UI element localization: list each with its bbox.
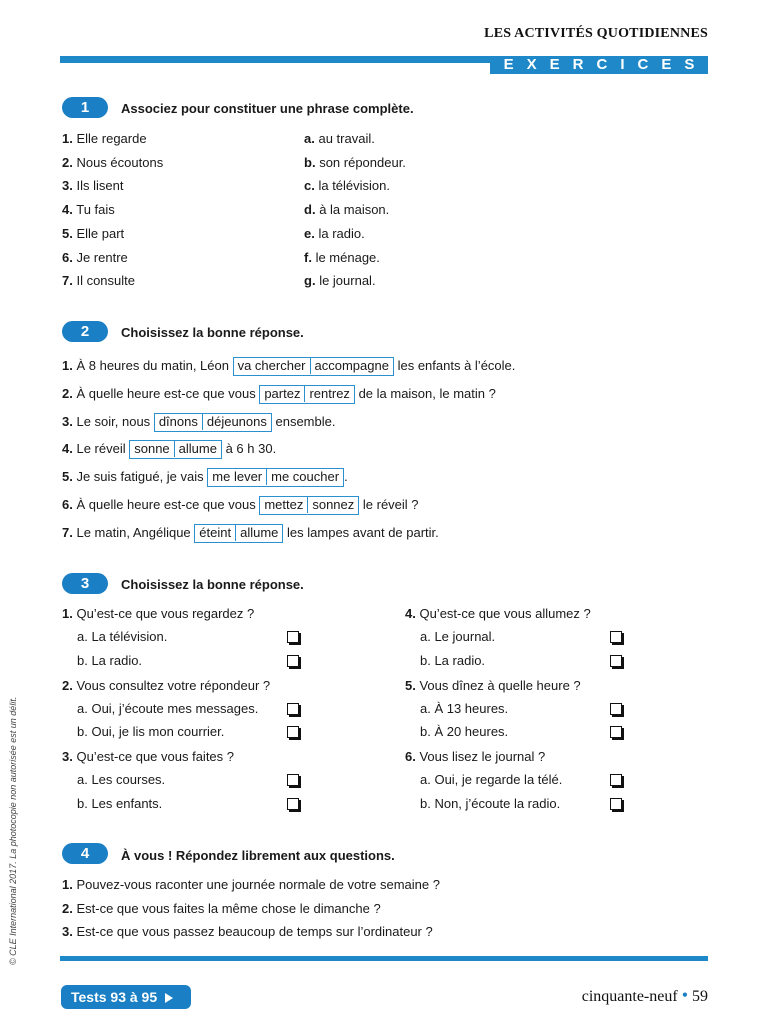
question xyxy=(405,747,545,767)
item-number: 5. xyxy=(62,469,73,485)
checkbox[interactable] xyxy=(610,703,622,715)
item-text: Je rentre xyxy=(76,249,128,265)
choice-sentence xyxy=(62,356,515,376)
match-right-item xyxy=(304,271,376,291)
match-left-item xyxy=(62,176,123,196)
question-text: Vous dînez à quelle heure ? xyxy=(419,677,581,693)
match-right-item xyxy=(304,153,406,173)
answer-option-a: a. Le journal. xyxy=(420,629,496,644)
sentence-start: Je suis fatigué, je vais xyxy=(76,469,204,485)
option-1[interactable]: va chercher xyxy=(237,358,306,374)
match-left-item xyxy=(62,153,163,173)
checkbox[interactable] xyxy=(610,726,622,738)
option-2[interactable]: sonnez xyxy=(307,497,358,513)
checkbox[interactable] xyxy=(610,774,622,786)
question xyxy=(405,604,591,624)
item-number: 1. xyxy=(62,358,73,373)
option-box xyxy=(259,496,359,515)
checkbox[interactable] xyxy=(610,798,622,810)
checkbox[interactable] xyxy=(287,798,299,810)
sentence-start: À quelle heure est-ce que vous xyxy=(76,385,256,401)
checkbox[interactable] xyxy=(287,655,299,667)
checkbox[interactable] xyxy=(287,631,299,643)
item-letter: a. xyxy=(304,131,315,146)
choice-sentence xyxy=(62,523,439,543)
option-box xyxy=(259,385,355,404)
answer-option-b: b. À 20 heures. xyxy=(420,724,509,739)
match-right-item xyxy=(304,200,389,220)
match-left-item xyxy=(62,271,135,291)
item-letter: d. xyxy=(304,202,316,218)
item-text: le journal. xyxy=(319,273,376,289)
option-2[interactable]: déjeunons xyxy=(202,414,271,430)
question xyxy=(62,604,254,624)
answer-option-b: b. Les enfants. xyxy=(77,795,163,811)
item-number: 7. xyxy=(62,273,73,289)
item-letter: g. xyxy=(304,273,316,289)
page-number: 59 xyxy=(692,988,708,1005)
question-text: Qu’est-ce que vous faites ? xyxy=(76,749,234,764)
item-number: 6. xyxy=(62,497,73,512)
question xyxy=(62,676,270,696)
answer-option-b: b. La radio. xyxy=(77,652,143,668)
match-left-item xyxy=(62,224,124,244)
checkbox[interactable] xyxy=(610,631,622,643)
option-2[interactable]: me coucher xyxy=(266,469,343,485)
question-text: Qu’est-ce que vous allumez ? xyxy=(419,606,591,621)
question-number: 2. xyxy=(62,677,73,693)
item-number: 2. xyxy=(62,900,73,916)
sentence-end: les lampes avant de partir. xyxy=(287,524,439,540)
tests-link-button[interactable] xyxy=(61,985,191,1009)
item-text: Elle regarde xyxy=(76,131,147,146)
answer-option-a: a. Les courses. xyxy=(77,772,166,787)
item-text: au travail. xyxy=(318,131,375,146)
exercise-1-badge: 1 xyxy=(62,97,108,118)
exercise-3-badge: 3 xyxy=(62,573,108,594)
item-text: à la maison. xyxy=(319,202,390,218)
exercise-2-instruction: Choisissez la bonne réponse. xyxy=(121,325,304,340)
option-1[interactable]: me lever xyxy=(212,469,263,485)
question-text: Vous lisez le journal ? xyxy=(419,749,546,764)
answer-option-b: b. La radio. xyxy=(420,652,486,668)
option-1[interactable]: éteint xyxy=(199,524,232,540)
sentence-end: de la maison, le matin ? xyxy=(358,385,496,401)
checkbox[interactable] xyxy=(287,703,299,715)
item-text: Est-ce que vous passez beaucoup de temps sur l’ordinateur ? xyxy=(76,924,433,939)
choice-sentence xyxy=(62,439,276,459)
copyright-note: © CLE International 2017. La photocopie non autorisée est un délit. xyxy=(8,696,18,965)
item-number: 1. xyxy=(62,877,73,892)
item-number: 2. xyxy=(62,154,73,170)
option-box xyxy=(194,524,283,543)
tests-link-label: Tests 93 à 95 xyxy=(71,989,158,1005)
item-text: Ils lisent xyxy=(76,178,124,194)
match-left-item xyxy=(62,200,115,220)
footer-dot: • xyxy=(681,985,688,1005)
item-number: 7. xyxy=(62,524,73,540)
option-2[interactable]: rentrez xyxy=(304,386,353,402)
answer-option-a: a. À 13 heures. xyxy=(420,700,509,716)
item-text: Elle part xyxy=(76,225,125,241)
footer-rule xyxy=(60,956,708,961)
open-question xyxy=(62,899,381,919)
item-number: 3. xyxy=(62,924,73,939)
option-box xyxy=(154,413,272,432)
question xyxy=(405,676,581,696)
item-number: 4. xyxy=(62,441,73,457)
item-text: son répondeur. xyxy=(319,154,406,170)
choice-sentence xyxy=(62,467,348,487)
exercices-label: EXERCICES xyxy=(503,56,708,73)
item-text: Pouvez-vous raconter une journée normale de votre semaine ? xyxy=(76,877,440,892)
sentence-end: le réveil ? xyxy=(362,497,419,512)
answer-option-b: b. Oui, je lis mon courrier. xyxy=(77,724,225,739)
option-1[interactable]: mettez xyxy=(264,497,304,513)
item-letter: b. xyxy=(304,154,316,170)
match-right-item xyxy=(304,129,375,149)
item-text: la radio. xyxy=(318,225,365,241)
question-number: 1. xyxy=(62,606,73,621)
header-rule xyxy=(60,56,490,63)
running-head: LES ACTIVITÉS QUOTIDIENNES xyxy=(484,26,708,41)
item-number: 5. xyxy=(62,225,73,241)
question xyxy=(62,747,234,767)
item-letter: f. xyxy=(304,249,312,265)
checkbox[interactable] xyxy=(610,655,622,667)
item-number: 2. xyxy=(62,385,73,401)
exercise-2-badge: 2 xyxy=(62,321,108,342)
question-number: 6. xyxy=(405,749,416,764)
option-1[interactable]: partez xyxy=(264,385,301,401)
item-letter: c. xyxy=(304,178,315,194)
item-text: la télévision. xyxy=(318,178,391,194)
sentence-end: les enfants à l’école. xyxy=(397,358,516,373)
question-text: Vous consultez votre répondeur ? xyxy=(76,677,271,693)
answer-option-a: a. Oui, j’écoute mes messages. xyxy=(77,700,259,716)
question-number: 5. xyxy=(405,677,416,693)
item-letter: e. xyxy=(304,225,315,241)
sentence-start: À 8 heures du matin, Léon xyxy=(76,358,229,373)
match-right-item xyxy=(304,224,365,244)
choice-sentence xyxy=(62,495,419,515)
option-2[interactable]: accompagne xyxy=(310,358,393,374)
page-footer xyxy=(582,985,708,1006)
checkbox[interactable] xyxy=(287,726,299,738)
choice-sentence xyxy=(62,412,335,432)
option-box xyxy=(129,440,222,459)
option-box xyxy=(233,357,394,376)
item-number: 3. xyxy=(62,413,73,429)
sentence-start: Le matin, Angélique xyxy=(76,524,191,540)
sentence-start: Le réveil xyxy=(76,441,126,457)
question-text: Qu’est-ce que vous regardez ? xyxy=(76,606,255,621)
item-text: Tu fais xyxy=(76,202,115,218)
item-text: Est-ce que vous faites la même chose le dimanche ? xyxy=(76,900,381,916)
item-number: 6. xyxy=(62,249,73,265)
match-right-item xyxy=(304,248,380,268)
open-question xyxy=(62,922,433,942)
item-text: le ménage. xyxy=(315,249,380,265)
answer-option-a: a. La télévision. xyxy=(77,629,168,644)
option-1[interactable]: dînons xyxy=(158,413,198,429)
item-text: Nous écoutons xyxy=(76,154,164,170)
item-number: 4. xyxy=(62,202,73,218)
open-question xyxy=(62,875,440,895)
page-number-words: cinquante-neuf xyxy=(581,988,678,1005)
exercices-band xyxy=(490,56,708,74)
item-number: 3. xyxy=(62,178,73,194)
exercise-4-badge: 4 xyxy=(62,843,108,864)
choice-sentence xyxy=(62,384,496,404)
exercise-1-instruction: Associez pour constituer une phrase complète. xyxy=(121,101,414,116)
option-box xyxy=(207,468,344,487)
question-number: 4. xyxy=(405,606,416,621)
sentence-end: à 6 h 30. xyxy=(225,441,277,457)
item-number: 1. xyxy=(62,131,73,146)
question-number: 3. xyxy=(62,749,73,764)
exercise-4-instruction: À vous ! Répondez librement aux questions. xyxy=(121,848,395,863)
option-1[interactable]: sonne xyxy=(134,441,170,457)
answer-option-b: b. Non, j’écoute la radio. xyxy=(420,795,561,811)
sentence-end: ensemble. xyxy=(275,413,336,429)
match-left-item xyxy=(62,129,147,149)
checkbox[interactable] xyxy=(287,774,299,786)
play-arrow-icon xyxy=(165,993,173,1003)
option-2[interactable]: allume xyxy=(174,441,221,457)
match-right-item xyxy=(304,176,390,196)
match-left-item xyxy=(62,248,128,268)
option-2[interactable]: allume xyxy=(235,525,282,541)
exercise-3-instruction: Choisissez la bonne réponse. xyxy=(121,577,304,592)
answer-option-a: a. Oui, je regarde la télé. xyxy=(420,772,563,787)
sentence-start: À quelle heure est-ce que vous xyxy=(76,497,256,512)
item-text: Il consulte xyxy=(76,273,136,289)
sentence-start: Le soir, nous xyxy=(76,413,151,429)
sentence-end: . xyxy=(344,469,348,485)
